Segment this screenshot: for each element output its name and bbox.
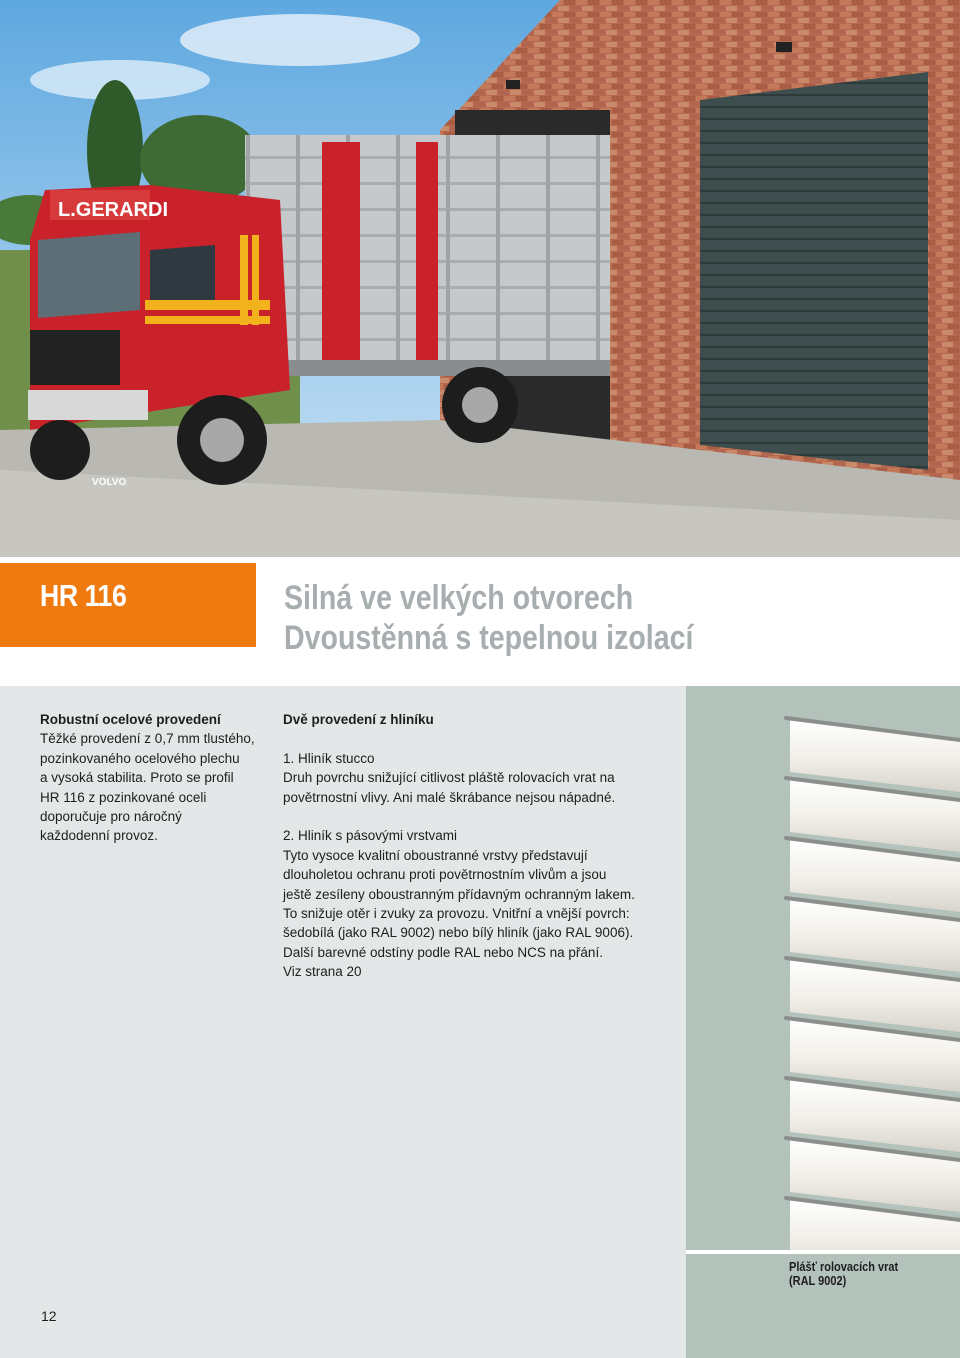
headline-line-1: Silná ve velkých otvorech [284,579,634,617]
caption-line-2: (RAL 9002) [789,1274,847,1288]
truck-sign-text: L.GERARDI [58,199,168,221]
curtain-slats-illustration [784,710,960,1250]
truck-brand-text: VOLVO [92,477,127,488]
item1-title: 1. Hliník stucco [283,750,375,766]
steel-line: HR 116 z pozinkované oceli [40,789,207,805]
aluminium-description [283,710,663,982]
steel-line: doporučuje pro náročný [40,809,182,825]
item2-line: šedobílá (jako RAL 9002) nebo bílý hliník (jako RAL 9006). [283,925,634,941]
item2-line: dlouholetou ochranu proti povětrnostním vlivům a jsou [283,867,607,883]
item2-line: To snižuje otěr i zvuky za provozu. Vnitřní a vnější povrch: [283,906,630,922]
aluminium-heading: Dvě provedení z hliníku [283,712,434,727]
page-number: 12 [41,1308,57,1324]
spacer [283,807,663,826]
steel-description [40,710,270,846]
spacer [283,729,663,748]
product-name: HR 116 [40,578,127,613]
hero-photo [0,0,960,557]
steel-line: Těžké provedení z 0,7 mm tlustého, [40,731,255,747]
item1-line: povětrnostní vlivy. Ani malé škrábance nejsou nápadné. [283,789,616,805]
truck-at-garage-illustration [0,0,960,557]
curtain-slats-image [784,710,960,1250]
steel-line: pozinkovaného ocelového plechu [40,750,240,766]
product-label-box [0,563,256,647]
item2-title: 2. Hliník s pásovými vrstvami [283,828,458,844]
caption-divider [686,1250,960,1254]
caption-line-1: Plášť rolovacích vrat [789,1260,899,1274]
item2-line: Další barevné odstíny podle RAL nebo NCS na přání. [283,944,603,960]
steel-line: každodenní provoz. [40,828,158,844]
headline [284,578,693,658]
steel-heading: Robustní ocelové provedení [40,712,221,727]
item1-line: Druh povrchu snižující citlivost pláště rolovacích vrat na [283,770,615,786]
item2-line: Viz strana 20 [283,964,362,980]
item2-line: ještě zesíleny oboustranným přídavným ochranným lakem. [283,886,635,902]
item2-line: Tyto vysoce kvalitní oboustranné vrstvy představují [283,847,588,863]
image-caption [789,1260,930,1288]
steel-line: a vysoká stabilita. Proto se profil [40,770,234,786]
headline-line-2: Dvoustěnná s tepelnou izolací [284,619,694,657]
